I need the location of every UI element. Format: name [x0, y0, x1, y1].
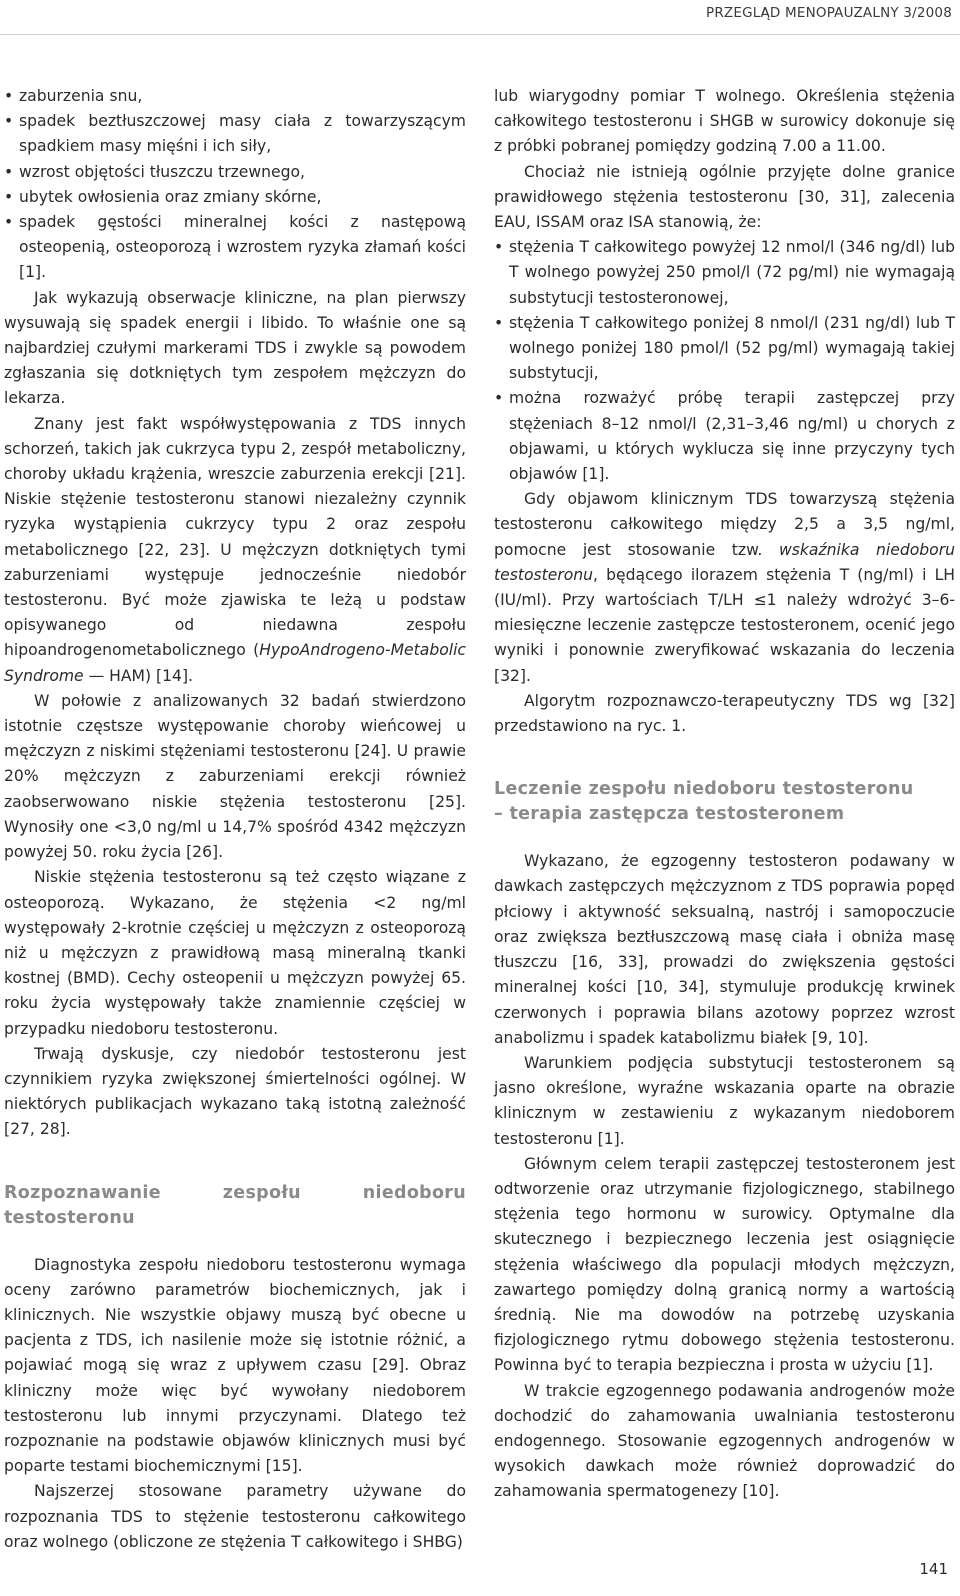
list-item: • spadek beztłuszczowej masy ciała z towarzyszącym spadkiem masy mięśni i ich siły, [4, 109, 466, 159]
paragraph [494, 487, 955, 689]
paragraph: Wykazano, że egzogenny testosteron podawany w dawkach zastępczych mężczyznom z TDS poprawia popęd płciowy i aktywność seksualną, nastrój i samopoczucie oraz zwiększa beztłuszczową masę ciała i obniża masę tłuszczu [16, 33], prowadzi do zwiększenia gęstości mineralnej kości [10, 34], stymuluje produkcję krwinek czerwonych i poprawia bilans azotowy poprzez wzrost anabolizmu i spadek katabolizmu białek [9, 10]. [494, 852, 955, 1047]
italic-term: HypoAndrogeno-Metabolic Syndrome [4, 641, 466, 685]
right-column [494, 84, 955, 1505]
italic-term: wskaźnika niedoboru testosteronu [494, 540, 955, 584]
paragraph: Niskie stężenia testosteronu są też często wiązane z osteoporozą. Wykazano, że stężenia <2 ng/ml występowały 2-krotnie częściej u mężczyzn z osteoporozą niż u mężczyzn z prawidłową masą mineralną tkanki kostnej (BMD). Cechy osteopenii u mężczyzn powyżej 65. roku życia występowały także znamiennie częściej w przypadku niedoboru testosteronu. [4, 868, 466, 1038]
paragraph: lub wiarygodny pomiar T wolnego. Określenia stężenia całkowitego testosteronu i SHGB w surowicy dokonuje się z próbki pobranej pomiędzy godziną 7.00 a 11.00. [494, 87, 955, 156]
paragraph: Chociaż nie istnieją ogólnie przyjęte dolne granice prawidłowego stężenia testosteronu [30, 31], zalecenia EAU, ISSAM oraz ISA stanowią, że: [494, 162, 955, 232]
section-heading: Rozpoznawanie zespołu niedoboru testosteronu [4, 1182, 466, 1228]
journal-title: PRZEGLĄD MENOPAUZALNY 3/2008 [706, 5, 952, 21]
paragraph [4, 412, 466, 689]
paragraph-text: Gdy objawom klinicznym TDS towarzyszą stężenia testosteronu całkowitego między 2,5 a 3,5 ng/ml, pomocne jest stosowanie tzw. [494, 490, 955, 559]
paragraph-text: , będącego ilorazem stężenia T (ng/ml) i LH (IU/ml). Przy wartościach T/LH ≤1 należy wdrożyć 3–6-miesięczne leczenie zastępcze testosteronem, ocenić jego wyniki i ponownie zweryfikować wskazania do leczenia [32]. [494, 565, 955, 685]
paragraph: Jak wykazują obserwacje kliniczne, na plan pierwszy wysuwają się spadek energii i libido. To właśnie one są najbardziej czułymi markerami TDS i zwykle są powodem zgłaszania się dotkniętych tym zespołem mężczyzn do lekarza. [4, 288, 466, 408]
paragraph: Głównym celem terapii zastępczej testosteronem jest odtworzenie oraz utrzymanie fizjologicznego, stabilnego stężenia tego hormonu w surowicy. Optymalne dla skutecznego i bezpiecznego leczenia jest osiągnięcie stężenia właściwego dla populacji młodych mężczyzn, zawartego pomiędzy dolną granicą normy a wartością średnią. Nie ma dowodów na potrzebę uzyskania fizjologicznego rytmu dobowego stężenia testosteronu. Powinna być to terapia bezpieczna i prosta w użyciu [1]. [494, 1154, 955, 1375]
paragraph: W trakcie egzogennego podawania androgenów może dochodzić do zahamowania uwalniania testosteronu endogennego. Stosowanie egzogennych androgenów w wysokich dawkach może również doprowadzić do zahamowania spermatogenezy [10]. [494, 1381, 955, 1501]
paragraph-text: — HAM) [14]. [83, 666, 194, 685]
heading-line: Leczenie zespołu niedoboru testosteronu [494, 779, 914, 800]
running-header [0, 0, 960, 35]
list-item: • stężenia T całkowitego powyżej 12 nmol/l (346 ng/dl) lub T wolnego powyżej 250 pmol/l (72 pg/ml) nie wymagają substytucji testosteronowej, [494, 235, 955, 311]
symptom-list [4, 84, 466, 286]
left-column [4, 84, 466, 1555]
heading-line: – terapia zastępcza testosteronem [494, 804, 845, 825]
paragraph: Trwają dyskusje, czy niedobór testosteronu jest czynnikiem ryzyka zwiększonej śmiertelności ogólnej. W niektórych publikacjach wykazano taką istotną zależność [27, 28]. [4, 1044, 466, 1139]
list-item: • można rozważyć próbę terapii zastępczej przy stężeniach 8–12 nmol/l (2,31–3,46 ng/ml) u chorych z objawami, u których wyklucza się inne przyczyny tych objawów [1]. [494, 386, 955, 487]
list-item: • stężenia T całkowitego poniżej 8 nmol/l (231 ng/dl) lub T wolnego poniżej 180 pmol/l (52 pg/ml) wymagają takiej substytucji, [494, 311, 955, 387]
paragraph-text: Znany jest fakt współwystępowania z TDS innych schorzeń, takich jak cukrzyca typu 2, zespół metaboliczny, choroby układu krążenia, wreszcie zaburzenia erekcji [21]. Niskie stężenie testosteronu stanowi niezależny czynnik ryzyka wystąpienia cukrzycy typu 2 oraz zespołu metabolicznego [22, 23]. U mężczyzn dotkniętych tymi zaburzeniami występuje jednocześnie niedobór testosteronu. Być może zjawiska te leżą u podstaw opisywanego od niedawna zespołu hipoandrogenometabolicznego ( [4, 414, 466, 660]
list-item: • wzrost objętości tłuszczu trzewnego, [4, 160, 466, 185]
list-item: • spadek gęstości mineralnej kości z następową osteopenią, osteoporozą i wzrostem ryzyka złamań kości [1]. [4, 210, 466, 286]
paragraph: Algorytm rozpoznawczo-terapeutyczny TDS wg [32] przedstawiono na ryc. 1. [494, 691, 955, 736]
list-item: • zaburzenia snu, [4, 84, 466, 109]
paragraph: W połowie z analizowanych 32 badań stwierdzono istotnie częstsze występowanie choroby wieńcowej u mężczyzn z niskimi stężeniami testosteronu [24]. U prawie 20% mężczyzn z zaburzeniami erekcji również zaobserwowano niskie stężenia testosteronu [25]. Wynosiły one <3,0 ng/ml u 14,7% spośród 4342 mężczyzn powyżej 50. roku życia [26]. [4, 691, 466, 862]
paragraph: Warunkiem podjęcia substytucji testosteronem są jasno określone, wyraźne wskazania oparte na obrazie klinicznym w zestawieniu z wykazanym niedoborem testosteronu [1]. [494, 1053, 955, 1148]
recommendation-list [494, 235, 955, 487]
section-heading [494, 777, 955, 827]
paragraph: Diagnostyka zespołu niedoboru testosteronu wymaga oceny zarówno parametrów biochemicznych, jak i klinicznych. Nie wszystkie objawy muszą być obecne u pacjenta z TDS, ich nasilenie może się istotnie różnić, a pojawiać mogą się wraz z upływem czasu [29]. Obraz kliniczny może więc być wywołany niedoborem testosteronu lub innymi przyczynami. Dlatego też rozpoznanie na podstawie objawów klinicznych musi być poparte testami biochemicznymi [15]. [4, 1255, 466, 1476]
paragraph: Najszerzej stosowane parametry używane do rozpoznania TDS to stężenie testosteronu całkowitego oraz wolnego (obliczone ze stężenia T całkowitego i SHBG) [4, 1482, 466, 1551]
list-item: • ubytek owłosienia oraz zmiany skórne, [4, 185, 466, 210]
page-number: 141 [919, 1560, 948, 1578]
